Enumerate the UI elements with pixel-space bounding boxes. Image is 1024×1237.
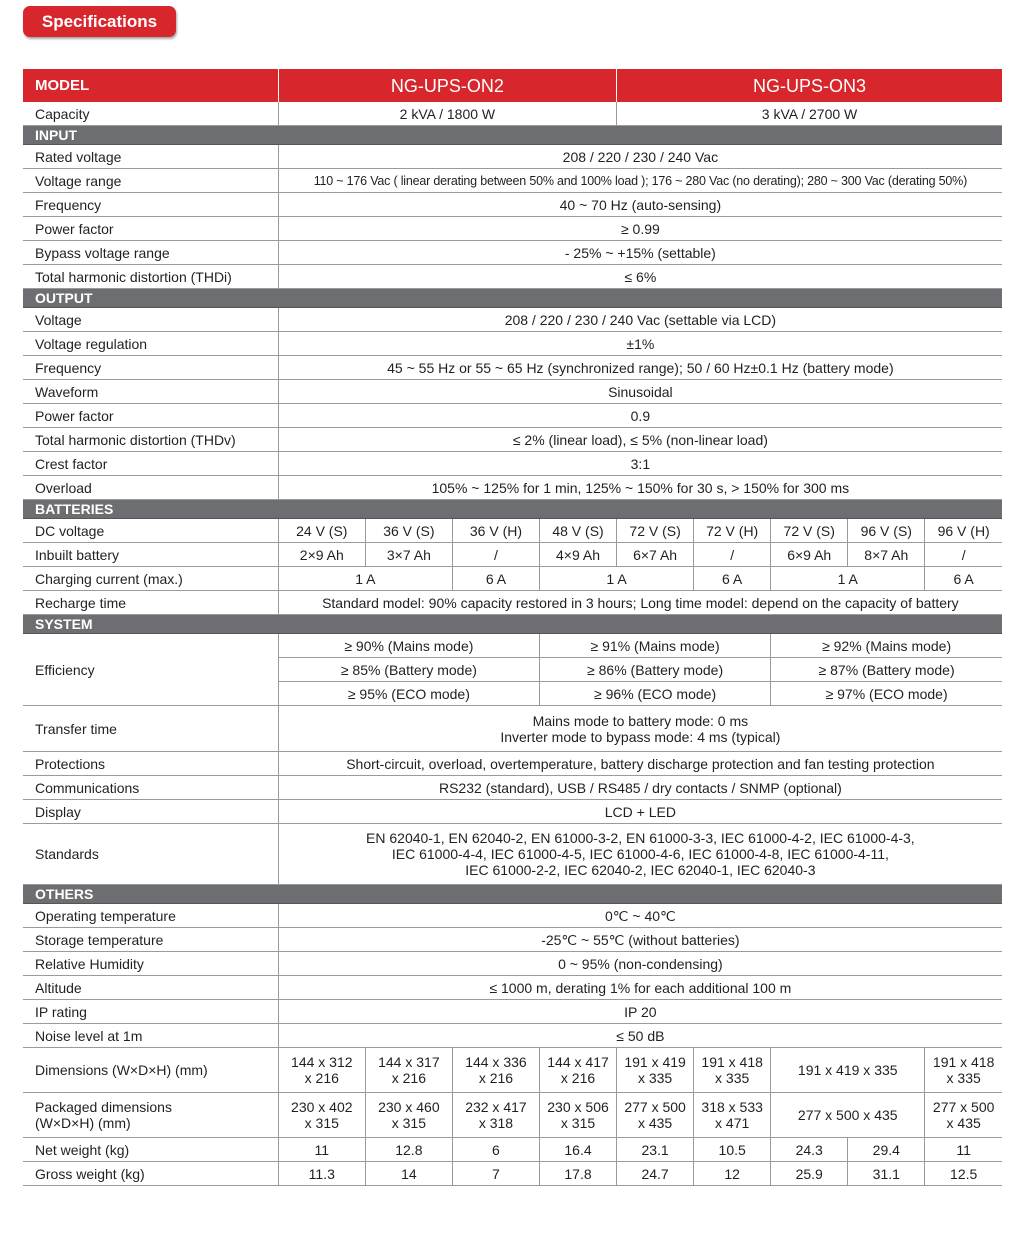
others-row [23,1024,1002,1048]
capacity-label: Capacity [23,102,278,126]
net-weight-cell: 11 [278,1138,365,1162]
cell-line: IEC 61000-2-2, IEC 62040-2, IEC 62040-1, IEC 62040-3 [465,862,816,878]
cell-line: 144 x 317 [378,1054,440,1070]
dc-voltage-row [23,519,1002,543]
model-label: MODEL [23,69,278,102]
row-label [23,1093,278,1138]
row-label: Noise level at 1m [23,1024,278,1048]
cell-line: x 335 [637,1070,673,1086]
row-label: Efficiency [23,634,278,706]
cell-line: x 335 [715,1070,750,1086]
dc-voltage-cell: 24 V (S) [278,519,365,543]
row-label: Total harmonic distortion (THDi) [23,265,278,289]
output-row [23,404,1002,428]
output-row [23,380,1002,404]
others-row [23,952,1002,976]
cell-line: Packaged dimensions [35,1099,172,1115]
dc-voltage-cell: 72 V (H) [694,519,771,543]
row-label: Power factor [23,404,278,428]
section-input-title: INPUT [23,126,1002,145]
packaged-dimensions-cell [278,1093,365,1138]
section-output-title: OUTPUT [23,289,1002,308]
dc-voltage-cell: 72 V (S) [617,519,694,543]
row-label: Protections [23,752,278,776]
row-label: Waveform [23,380,278,404]
others-row [23,928,1002,952]
section-input [23,126,1002,145]
efficiency-cell: ≥ 91% (Mains mode) [539,634,770,658]
recharge-time-row [23,591,1002,615]
row-label: Net weight (kg) [23,1138,278,1162]
inbuilt-battery-cell: 6×9 Ah [771,543,848,567]
cell-line: x 216 [391,1070,426,1086]
cell-line: (W×D×H) (mm) [35,1115,131,1131]
efficiency-cell: ≥ 92% (Mains mode) [771,634,1002,658]
efficiency-cell: ≥ 95% (ECO mode) [278,682,539,706]
packaged-dimensions-cell [771,1093,925,1138]
cell-line: x 435 [946,1115,981,1131]
section-batteries [23,500,1002,519]
efficiency-cell: ≥ 90% (Mains mode) [278,634,539,658]
row-label: Total harmonic distortion (THDv) [23,428,278,452]
net-weight-cell: 10.5 [694,1138,771,1162]
row-value: ±1% [278,332,1002,356]
gross-weight-cell: 12.5 [925,1162,1002,1186]
gross-weight-cell: 17.8 [539,1162,616,1186]
capacity-row [23,102,1002,126]
input-row [23,145,1002,169]
cell-line: x 216 [304,1070,339,1086]
row-value: 208 / 220 / 230 / 240 Vac (settable via LCD) [278,308,1002,332]
standards-row [23,824,1002,885]
row-label: Relative Humidity [23,952,278,976]
row-label: Display [23,800,278,824]
cell-line: 232 x 417 [465,1099,527,1115]
cell-line: 277 x 500 x 435 [797,1107,898,1123]
inbuilt-battery-cell: / [694,543,771,567]
row-value: - 25% ~ +15% (settable) [278,241,1002,265]
row-label: Dimensions (W×D×H) (mm) [23,1048,278,1093]
row-value: 0.9 [278,404,1002,428]
row-value: 0 ~ 95% (non-condensing) [278,952,1002,976]
packaged-dimensions-cell [617,1093,694,1138]
cell-line: 144 x 336 [465,1054,527,1070]
output-row [23,452,1002,476]
row-label: Frequency [23,356,278,380]
efficiency-cell: ≥ 85% (Battery mode) [278,658,539,682]
cell-line: 230 x 402 [291,1099,353,1115]
dimensions-cell [365,1048,452,1093]
cell-line: x 216 [478,1070,514,1086]
efficiency-row [23,634,1002,658]
row-label: Gross weight (kg) [23,1162,278,1186]
packaged-dimensions-cell [694,1093,771,1138]
row-value: IP 20 [278,1000,1002,1024]
gross-weight-row [23,1162,1002,1186]
net-weight-cell: 29.4 [848,1138,925,1162]
others-row [23,976,1002,1000]
row-value: 45 ~ 55 Hz or 55 ~ 65 Hz (synchronized range); 50 / 60 Hz±0.1 Hz (battery mode) [278,356,1002,380]
charging-current-cell: 1 A [539,567,693,591]
charging-current-cell: 1 A [771,567,925,591]
dimensions-cell [539,1048,616,1093]
dimensions-cell [771,1048,925,1093]
net-weight-cell: 11 [925,1138,1002,1162]
cell-line: 277 x 500 [624,1099,686,1115]
section-others-title: OTHERS [23,885,1002,904]
net-weight-cell: 6 [452,1138,539,1162]
others-row [23,1000,1002,1024]
charging-current-cell: 6 A [925,567,1002,591]
efficiency-cell: ≥ 97% (ECO mode) [771,682,1002,706]
row-label: Transfer time [23,706,278,752]
protections-row [23,752,1002,776]
row-value: 3:1 [278,452,1002,476]
packaged-dimensions-cell [539,1093,616,1138]
row-value: Sinusoidal [278,380,1002,404]
cell-line: x 318 [478,1115,514,1131]
inbuilt-battery-cell: / [925,543,1002,567]
output-row [23,308,1002,332]
row-label: Storage temperature [23,928,278,952]
gross-weight-cell: 11.3 [278,1162,365,1186]
row-value: LCD + LED [278,800,1002,824]
charging-current-cell: 6 A [694,567,771,591]
dimensions-cell [452,1048,539,1093]
inbuilt-battery-cell: 2×9 Ah [278,543,365,567]
inbuilt-battery-cell: 8×7 Ah [848,543,925,567]
dimensions-row [23,1048,1002,1093]
transfer-time-value [278,706,1002,752]
section-system [23,615,1002,634]
row-label: Voltage [23,308,278,332]
cell-line: IEC 61000-4-4, IEC 61000-4-5, IEC 61000-4-6, IEC 61000-4-8, IEC 61000-4-11, [391,846,889,862]
row-label: Communications [23,776,278,800]
dimensions-cell [617,1048,694,1093]
inbuilt-battery-row [23,543,1002,567]
efficiency-cell: ≥ 87% (Battery mode) [771,658,1002,682]
others-row [23,904,1002,928]
packaged-dimensions-cell [365,1093,452,1138]
cell-line: x 315 [304,1115,339,1131]
efficiency-cell: ≥ 96% (ECO mode) [539,682,770,706]
row-value: Standard model: 90% capacity restored in 3 hours; Long time model: depend on the capacity of battery [278,591,1002,615]
input-row [23,241,1002,265]
output-row [23,476,1002,500]
cell-line: 318 x 533 [701,1099,763,1115]
dimensions-cell [925,1048,1002,1093]
row-label: Altitude [23,976,278,1000]
inbuilt-battery-cell: / [452,543,539,567]
net-weight-cell: 12.8 [365,1138,452,1162]
packaged-dimensions-cell [925,1093,1002,1138]
output-row [23,356,1002,380]
section-output [23,289,1002,308]
row-label: Rated voltage [23,145,278,169]
charging-current-row [23,567,1002,591]
cell-line: 144 x 417 [547,1054,609,1070]
dc-voltage-cell: 96 V (S) [848,519,925,543]
model-row [23,69,1002,102]
cell-line: 191 x 418 [932,1054,995,1070]
row-label: Power factor [23,217,278,241]
specifications-table [23,69,1002,1186]
row-value: ≤ 1000 m, derating 1% for each additional 100 m [278,976,1002,1000]
dc-voltage-cell: 72 V (S) [771,519,848,543]
output-row [23,332,1002,356]
cell-line: x 435 [637,1115,673,1131]
dimensions-cell [694,1048,771,1093]
row-value: 0℃ ~ 40℃ [278,904,1002,928]
dc-voltage-cell: 96 V (H) [925,519,1002,543]
net-weight-cell: 16.4 [539,1138,616,1162]
row-value: 40 ~ 70 Hz (auto-sensing) [278,193,1002,217]
row-label: Standards [23,824,278,885]
cell-line: 144 x 312 [291,1054,353,1070]
communications-row [23,776,1002,800]
inbuilt-battery-cell: 3×7 Ah [365,543,452,567]
cell-line: 191 x 418 [701,1054,763,1070]
row-label: DC voltage [23,519,278,543]
model-ng-ups-on3: NG-UPS-ON3 [617,69,1002,102]
input-row [23,217,1002,241]
gross-weight-cell: 12 [694,1162,771,1186]
row-value: 110 ~ 176 Vac ( linear derating between 50% and 100% load ); 176 ~ 280 Vac (no derating); 280 ~ 300 Vac (derating 50%) [278,169,1002,193]
cell-line: 191 x 419 [624,1054,686,1070]
row-value: 105% ~ 125% for 1 min, 125% ~ 150% for 30 s, > 150% for 300 ms [278,476,1002,500]
row-label: Charging current (max.) [23,567,278,591]
packaged-dimensions-cell [452,1093,539,1138]
row-label: Voltage range [23,169,278,193]
row-value: -25℃ ~ 55℃ (without batteries) [278,928,1002,952]
row-value: ≤ 2% (linear load), ≤ 5% (non-linear load) [278,428,1002,452]
output-row [23,428,1002,452]
row-label: Frequency [23,193,278,217]
capacity-on2: 2 kVA / 1800 W [278,102,616,126]
cell-line: EN 62040-1, EN 62040-2, EN 61000-3-2, EN 61000-3-3, IEC 61000-4-2, IEC 61000-4-3, [366,830,915,846]
row-value: ≤ 50 dB [278,1024,1002,1048]
cell-line: x 315 [391,1115,426,1131]
row-value: Short-circuit, overload, overtemperature, battery discharge protection and fan testing protection [278,752,1002,776]
row-value: RS232 (standard), USB / RS485 / dry contacts / SNMP (optional) [278,776,1002,800]
dimensions-cell [278,1048,365,1093]
section-others [23,885,1002,904]
cell-line: 277 x 500 [932,1099,995,1115]
input-row [23,169,1002,193]
cell-line: 230 x 506 [547,1099,609,1115]
cell-line: Mains mode to battery mode: 0 ms [532,712,749,729]
model-ng-ups-on2: NG-UPS-ON2 [278,69,616,102]
gross-weight-cell: 24.7 [617,1162,694,1186]
net-weight-row [23,1138,1002,1162]
section-system-title: SYSTEM [23,615,1002,634]
row-label: Operating temperature [23,904,278,928]
charging-current-cell: 1 A [278,567,452,591]
row-label: Recharge time [23,591,278,615]
row-value: ≥ 0.99 [278,217,1002,241]
row-label: Crest factor [23,452,278,476]
row-label: Overload [23,476,278,500]
charging-current-cell: 6 A [452,567,539,591]
row-label: Inbuilt battery [23,543,278,567]
inbuilt-battery-cell: 6×7 Ah [617,543,694,567]
display-row [23,800,1002,824]
gross-weight-cell: 7 [452,1162,539,1186]
cell-line: x 216 [560,1070,596,1086]
efficiency-cell: ≥ 86% (Battery mode) [539,658,770,682]
section-batteries-title: BATTERIES [23,500,1002,519]
cell-line: Inverter mode to bypass mode: 4 ms (typical) [500,728,781,745]
dc-voltage-cell: 48 V (S) [539,519,616,543]
transfer-time-row [23,706,1002,752]
dc-voltage-cell: 36 V (S) [365,519,452,543]
row-label: Bypass voltage range [23,241,278,265]
cell-line: x 335 [946,1070,981,1086]
gross-weight-cell: 25.9 [771,1162,848,1186]
cell-line: x 471 [715,1115,750,1131]
cell-line: 230 x 460 [378,1099,440,1115]
net-weight-cell: 23.1 [617,1138,694,1162]
inbuilt-battery-cell: 4×9 Ah [539,543,616,567]
row-value: 208 / 220 / 230 / 240 Vac [278,145,1002,169]
row-label: Voltage regulation [23,332,278,356]
net-weight-cell: 24.3 [771,1138,848,1162]
input-row [23,193,1002,217]
gross-weight-cell: 14 [365,1162,452,1186]
row-label: IP rating [23,1000,278,1024]
capacity-on3: 3 kVA / 2700 W [617,102,1002,126]
input-row [23,265,1002,289]
packaged-dimensions-row [23,1093,1002,1138]
standards-value [278,824,1002,885]
cell-line: 191 x 419 x 335 [797,1062,898,1078]
gross-weight-cell: 31.1 [848,1162,925,1186]
row-value: ≤ 6% [278,265,1002,289]
dc-voltage-cell: 36 V (H) [452,519,539,543]
cell-line: x 315 [560,1115,596,1131]
specifications-badge: Specifications [23,6,176,37]
